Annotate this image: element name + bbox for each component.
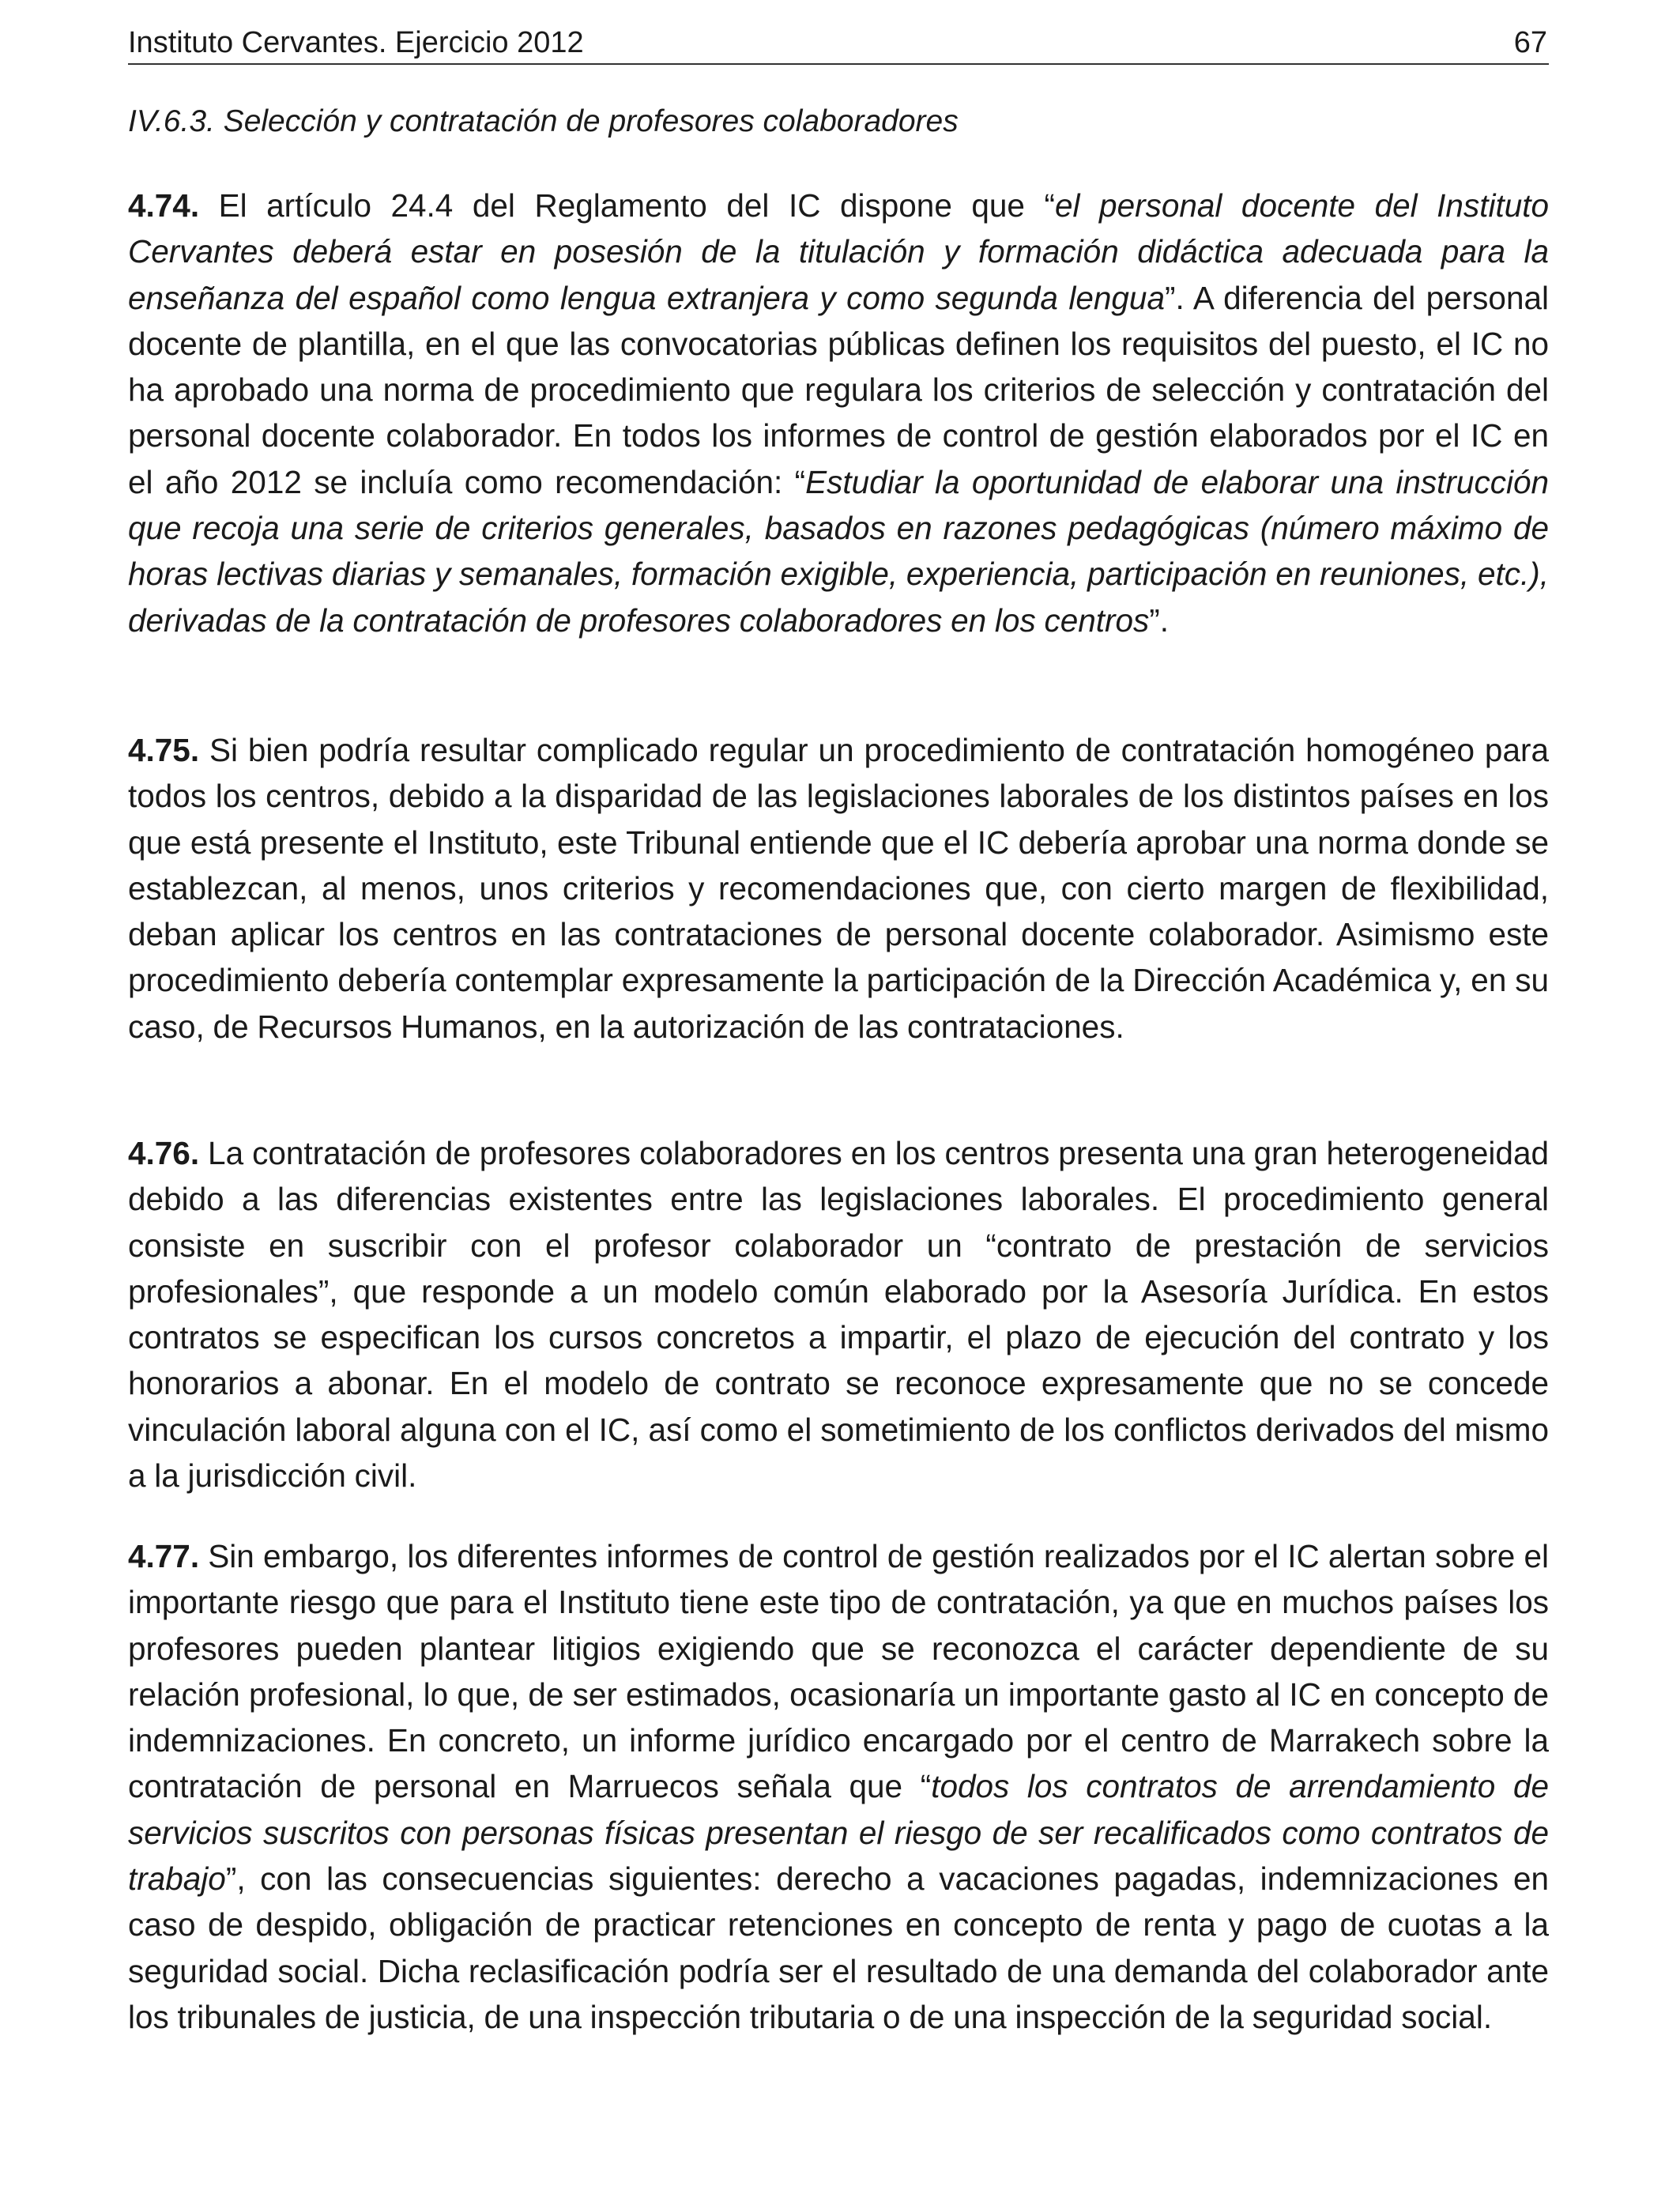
paragraph-4-77 xyxy=(128,1533,1549,2040)
paragraph-4-75 xyxy=(128,727,1549,1050)
quoted-recommendation: Estudiar la oportunidad de elaborar una instrucción que recoja una serie de criterios generales, basados en razones pedagógicas (número máximo de horas lectivas diarias y semanales, formación exigible, experiencia, participación en reuniones, etc.), derivadas de la contratación de profesores colaboradores en los centros xyxy=(128,463,1549,639)
paragraph-text: ”. xyxy=(1149,601,1170,639)
page-number: 67 xyxy=(1513,26,1547,59)
paragraph-4-76 xyxy=(128,1130,1549,1498)
paragraph-text: ”, con las consecuencias siguientes: derecho a vacaciones pagadas, indemnizaciones en caso de despido, obligación de practicar retenciones en concepto de renta y pago de cuotas a la seguridad social. Dicha reclasificación podría ser el resultado de una demanda del colaborador ante los tribunales de justicia, de una inspección tributaria o de una inspección de la seguridad social. xyxy=(128,1860,1549,2035)
page-header xyxy=(128,22,1549,65)
paragraph-text: Si bien podría resultar complicado regular un procedimiento de contratación homogéneo para todos los centros, debido a la disparidad de las legislaciones laborales de los distintos países en los que está presente el Instituto, este Tribunal entiende que el IC debería aprobar una norma donde se establezcan, al menos, unos criterios y recomendaciones que, con cierto margen de flexibilidad, deban aplicar los centros en las contrataciones de personal docente colaborador. Asimismo este procedimiento debería contemplar expresamente la participación de la Dirección Académica y, en su caso, de Recursos Humanos, en la autorización de las contrataciones. xyxy=(128,732,1549,1045)
quoted-legal-report: todos los contratos de arrendamiento de servicios suscritos con personas físicas presentan el riesgo de ser recalificados como contratos de trabajo xyxy=(128,1768,1550,1898)
paragraph-text: El artículo 24.4 del Reglamento del IC dispone que “ xyxy=(199,187,1055,224)
paragraph-number: 4.76. xyxy=(128,1135,200,1171)
paragraph-text: La contratación de profesores colaboradores en los centros presenta una gran heterogeneidad debido a las diferencias existentes entre las legislaciones laborales. El procedimiento general consiste en suscribir con el profesor colaborador un “contrato de prestación de servicios profesionales”, que responde a un modelo común elaborado por la Asesoría Jurídica. En estos contratos se especifican los cursos concretos a impartir, el plazo de ejecución del contrato y los honorarios a abonar. En el modelo de contrato se reconoce expresamente que no se concede vinculación laboral alguna con el IC, así como el sometimiento de los conflictos derivados del mismo a la jurisdicción civil. xyxy=(128,1135,1549,1495)
quoted-regulation: el personal docente del Instituto Cervantes deberá estar en posesión de la titulación y formación didáctica adecuada para la enseñanza del español como lengua extranjera y como segunda lengua xyxy=(128,187,1549,316)
paragraph-text: ”. A diferencia del personal docente de plantilla, en el que las convocatorias públicas definen los requisitos del puesto, el IC no ha aprobado una norma de procedimiento que regulara los criterios de selección y contratación del personal docente colaborador. En todos los informes de control de gestión elaborados por el IC en el año 2012 se incluía como recomendación: “ xyxy=(128,279,1549,500)
section-title: IV.6.3. Selección y contratación de profesores colaboradores xyxy=(128,104,959,138)
paragraph-4-74 xyxy=(128,183,1549,643)
paragraph-text: Sin embargo, los diferentes informes de control de gestión realizados por el IC alertan sobre el importante riesgo que para el Instituto tiene este tipo de contratación, ya que en muchos países los profesores pueden plantear litigios exigiendo que se reconozca el carácter dependiente de su relación profesional, lo que, de ser estimados, ocasionaría un importante gasto al IC en concepto de indemnizaciones. En concreto, un informe jurídico encargado por el centro de Marrakech sobre la contratación de personal en Marruecos señala que “ xyxy=(128,1538,1549,1805)
paragraph-number: 4.74. xyxy=(128,187,200,224)
paragraph-number: 4.77. xyxy=(128,1538,200,1574)
header-title: Instituto Cervantes. Ejercicio 2012 xyxy=(128,26,584,59)
paragraph-number: 4.75. xyxy=(128,732,200,768)
